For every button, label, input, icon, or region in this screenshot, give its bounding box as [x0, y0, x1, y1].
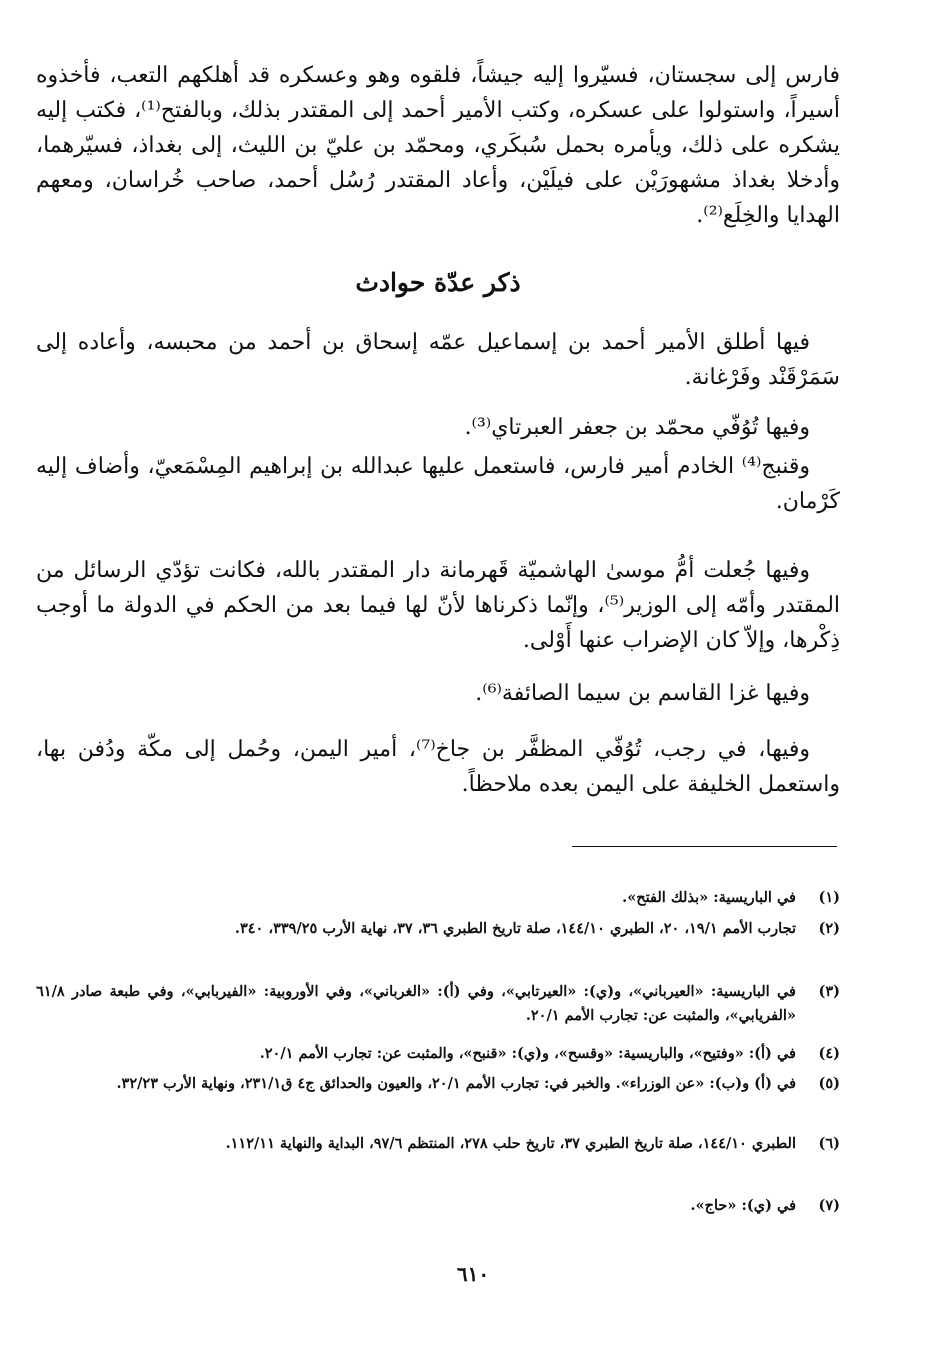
footnote-number: (١) — [818, 889, 840, 906]
footnote — [36, 1072, 840, 1096]
footnote-number: (٦) — [818, 1135, 840, 1152]
footnote-text: في (أ): «وفتيح»، والباريسية: «وقسح»، و(ي): «قنبح»، والمثبت عن: تجارب الأمم ٢٠/١. — [259, 1045, 796, 1062]
footnote — [36, 1042, 840, 1066]
footnote-text: في (ي): «حاج». — [690, 1197, 796, 1214]
section-heading: ذكر عدّة حوادث — [355, 268, 521, 297]
body-paragraph: وفيها جُعلت أمُّ موسىٰ الهاشميّة قَهرمانة دار المقتدر بالله، فكانت تؤدّي الرسائل من المقتدر وأمّه إلى الوزير⁽⁵⁾، وإنّما ذكرناها لأنّ لها فيما بعد من الحكم في الدولة ما أوجب ذِكْرها، وإلاّ كان الإضراب عنها أَوْلى. — [36, 558, 841, 653]
footnote-text: تجارب الأمم ١٩/١، ٢٠، الطبري ١٤٤/١٠، صلة تاريخ الطبري ٣٦، ٣٧، نهاية الأرب ٣٣٩/٢٥، ٣٤٠. — [234, 920, 796, 937]
footnote-number: (٤) — [818, 1045, 840, 1062]
body-paragraph: فارس إلى سجستان، فسيّروا إليه جيشاً، فلقوه وهو وعسكره قد أهلكهم التعب، فأخذوه أسيراً، واستولوا على عسكره، وكتب الأمير أحمد إلى المقتدر بذلك، وبالفتح⁽¹⁾، فكتب إليه يشكره على ذلك، ويأمره بحمل سُبكَري، ومحمّد بن عليّ بن الليث، إلى بغداذ، فسيّرهما، وأدخلا بغداذ مشهورَيْن على فيلَيْن، وأعاد المقتدر رُسُل أحمد، صاحب خُراسان، ومعهم الهدايا والخِلَع⁽²⁾. — [36, 63, 840, 228]
footnote-number: (٢) — [818, 920, 840, 937]
footnote-number: (٧) — [818, 1197, 840, 1214]
footnote — [36, 1194, 840, 1218]
footnote — [36, 980, 840, 1028]
page-number: ٦١٠ — [456, 1262, 490, 1286]
footnote-number: (٥) — [818, 1075, 840, 1092]
footnote-divider — [572, 846, 837, 847]
body-paragraph: وفيها غزا القاسم بن سيما الصائفة⁽⁶⁾. — [475, 681, 810, 706]
footnote-text: في الباريسية: «بذلك الفتح». — [622, 889, 796, 906]
footnote — [36, 886, 840, 910]
footnote — [36, 1132, 840, 1156]
footnote-text: الطبري ١٤٤/١٠، صلة تاريخ الطبري ٣٧، تاريخ حلب ٢٧٨، المنتظم ٩٧/٦، البداية والنهاية ١١٢/١١. — [225, 1135, 796, 1152]
footnote-text: في الباريسية: «العيرباني»، و(ي): «العيرتابي»، وفي (أ): «الغرباني»، وفي الأوروبية: «الفيربابي»، وفي طبعة صادر ٦١/٨ «الفريابي»، والمثبت عن: تجارب الأمم ٢٠/١. — [36, 983, 796, 1024]
body-paragraph: وفيها، في رجب، تُوُفّي المظفَّر بن جاخ⁽⁷⁾، أمير اليمن، وحُمل إلى مكّة ودُفن بها، واستعمل الخليفة على اليمن بعده ملاحظاً. — [36, 737, 840, 797]
footnote — [36, 917, 840, 941]
body-paragraph: وفيها تُوُفّي محمّد بن جعفر العبرتاي⁽³⁾. — [464, 415, 810, 440]
body-paragraph: وقنبج⁽⁴⁾ الخادم أمير فارس، فاستعمل عليها عبدالله بن إبراهيم المِسْمَعيّ، وأضاف إليه كَرْمان. — [36, 454, 840, 514]
body-paragraph: فيها أطلق الأمير أحمد بن إسماعيل عمّه إسحاق بن أحمد من محبسه، وأعاده إلى سَمَرْقَنْد وفَرْغانة. — [36, 330, 840, 390]
footnote-number: (٣) — [818, 983, 840, 1000]
footnote-text: في (أ) و(ب): «عن الوزراء». والخبر في: تجارب الأمم ٢٠/١، والعيون والحدائق ج٤ ق٢٣١/١، ونهاية الأرب ٣٢/٢٣. — [116, 1075, 796, 1092]
